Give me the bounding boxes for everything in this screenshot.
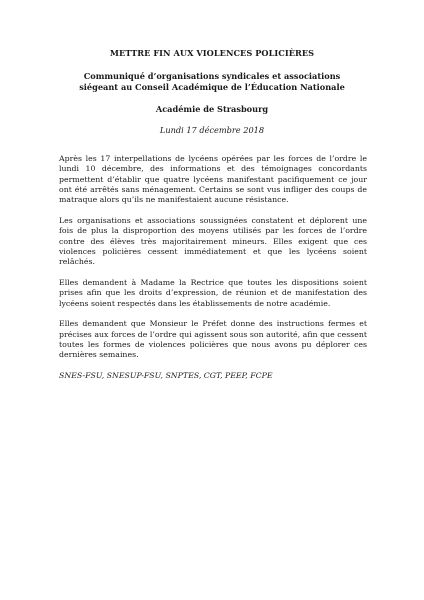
document-subtitle xyxy=(0,71,424,93)
paragraph-3: Elles demandent à Madame la Rectrice que toutes les dispositions soient prises afin que les droits d’expression, de réunion et de manifestation des lycéens soient respectés dans les établissements de notre académie. xyxy=(59,277,367,308)
subtitle-line-1: Communiqué d’organisations syndicales et associations xyxy=(83,71,341,81)
document-title: METTRE FIN AUX VIOLENCES POLICIÈRES xyxy=(109,48,315,58)
paragraph-1: Après les 17 interpellations de lycéens opérées par les forces de l’ordre le lundi 10 décembre, des informations et des témoignages concordants permettent d’établir que quatre lycéens manifestant pacifiquement ce jour ont été arrêtés sans ménagement. Certains se sont vus infliger des coups de matraque alors qu’ils ne manifestaient aucune résistance. xyxy=(59,154,367,205)
paragraph-4: Elles demandent que Monsieur le Préfet donne des instructions fermes et précises aux forces de l’ordre qui agissent sous son autorité, afin que cessent toutes les formes de violences policières que nous avons pu déplorer ces dernières semaines. xyxy=(59,319,367,360)
paragraph-2: Les organisations et associations soussignées constatent et déplorent une fois de plus la disproportion des moyens utilisés par les forces de l’ordre contre des élèves très majoritairement mineurs. Elles exigent que ces violences policières cessent immédiatement et que les lycéens soient relâchés. xyxy=(59,215,367,267)
subtitle-line-2: siégeant au Conseil Académique de l’Éducation Nationale xyxy=(79,82,345,92)
signatories: SNES-FSU, SNESUP-FSU, SNPTES, CGT, PEEP, FCPE xyxy=(59,371,273,381)
document-date: Lundi 17 décembre 2018 xyxy=(159,125,265,135)
academie-heading: Académie de Strasbourg xyxy=(155,104,269,114)
document-body xyxy=(59,154,367,392)
